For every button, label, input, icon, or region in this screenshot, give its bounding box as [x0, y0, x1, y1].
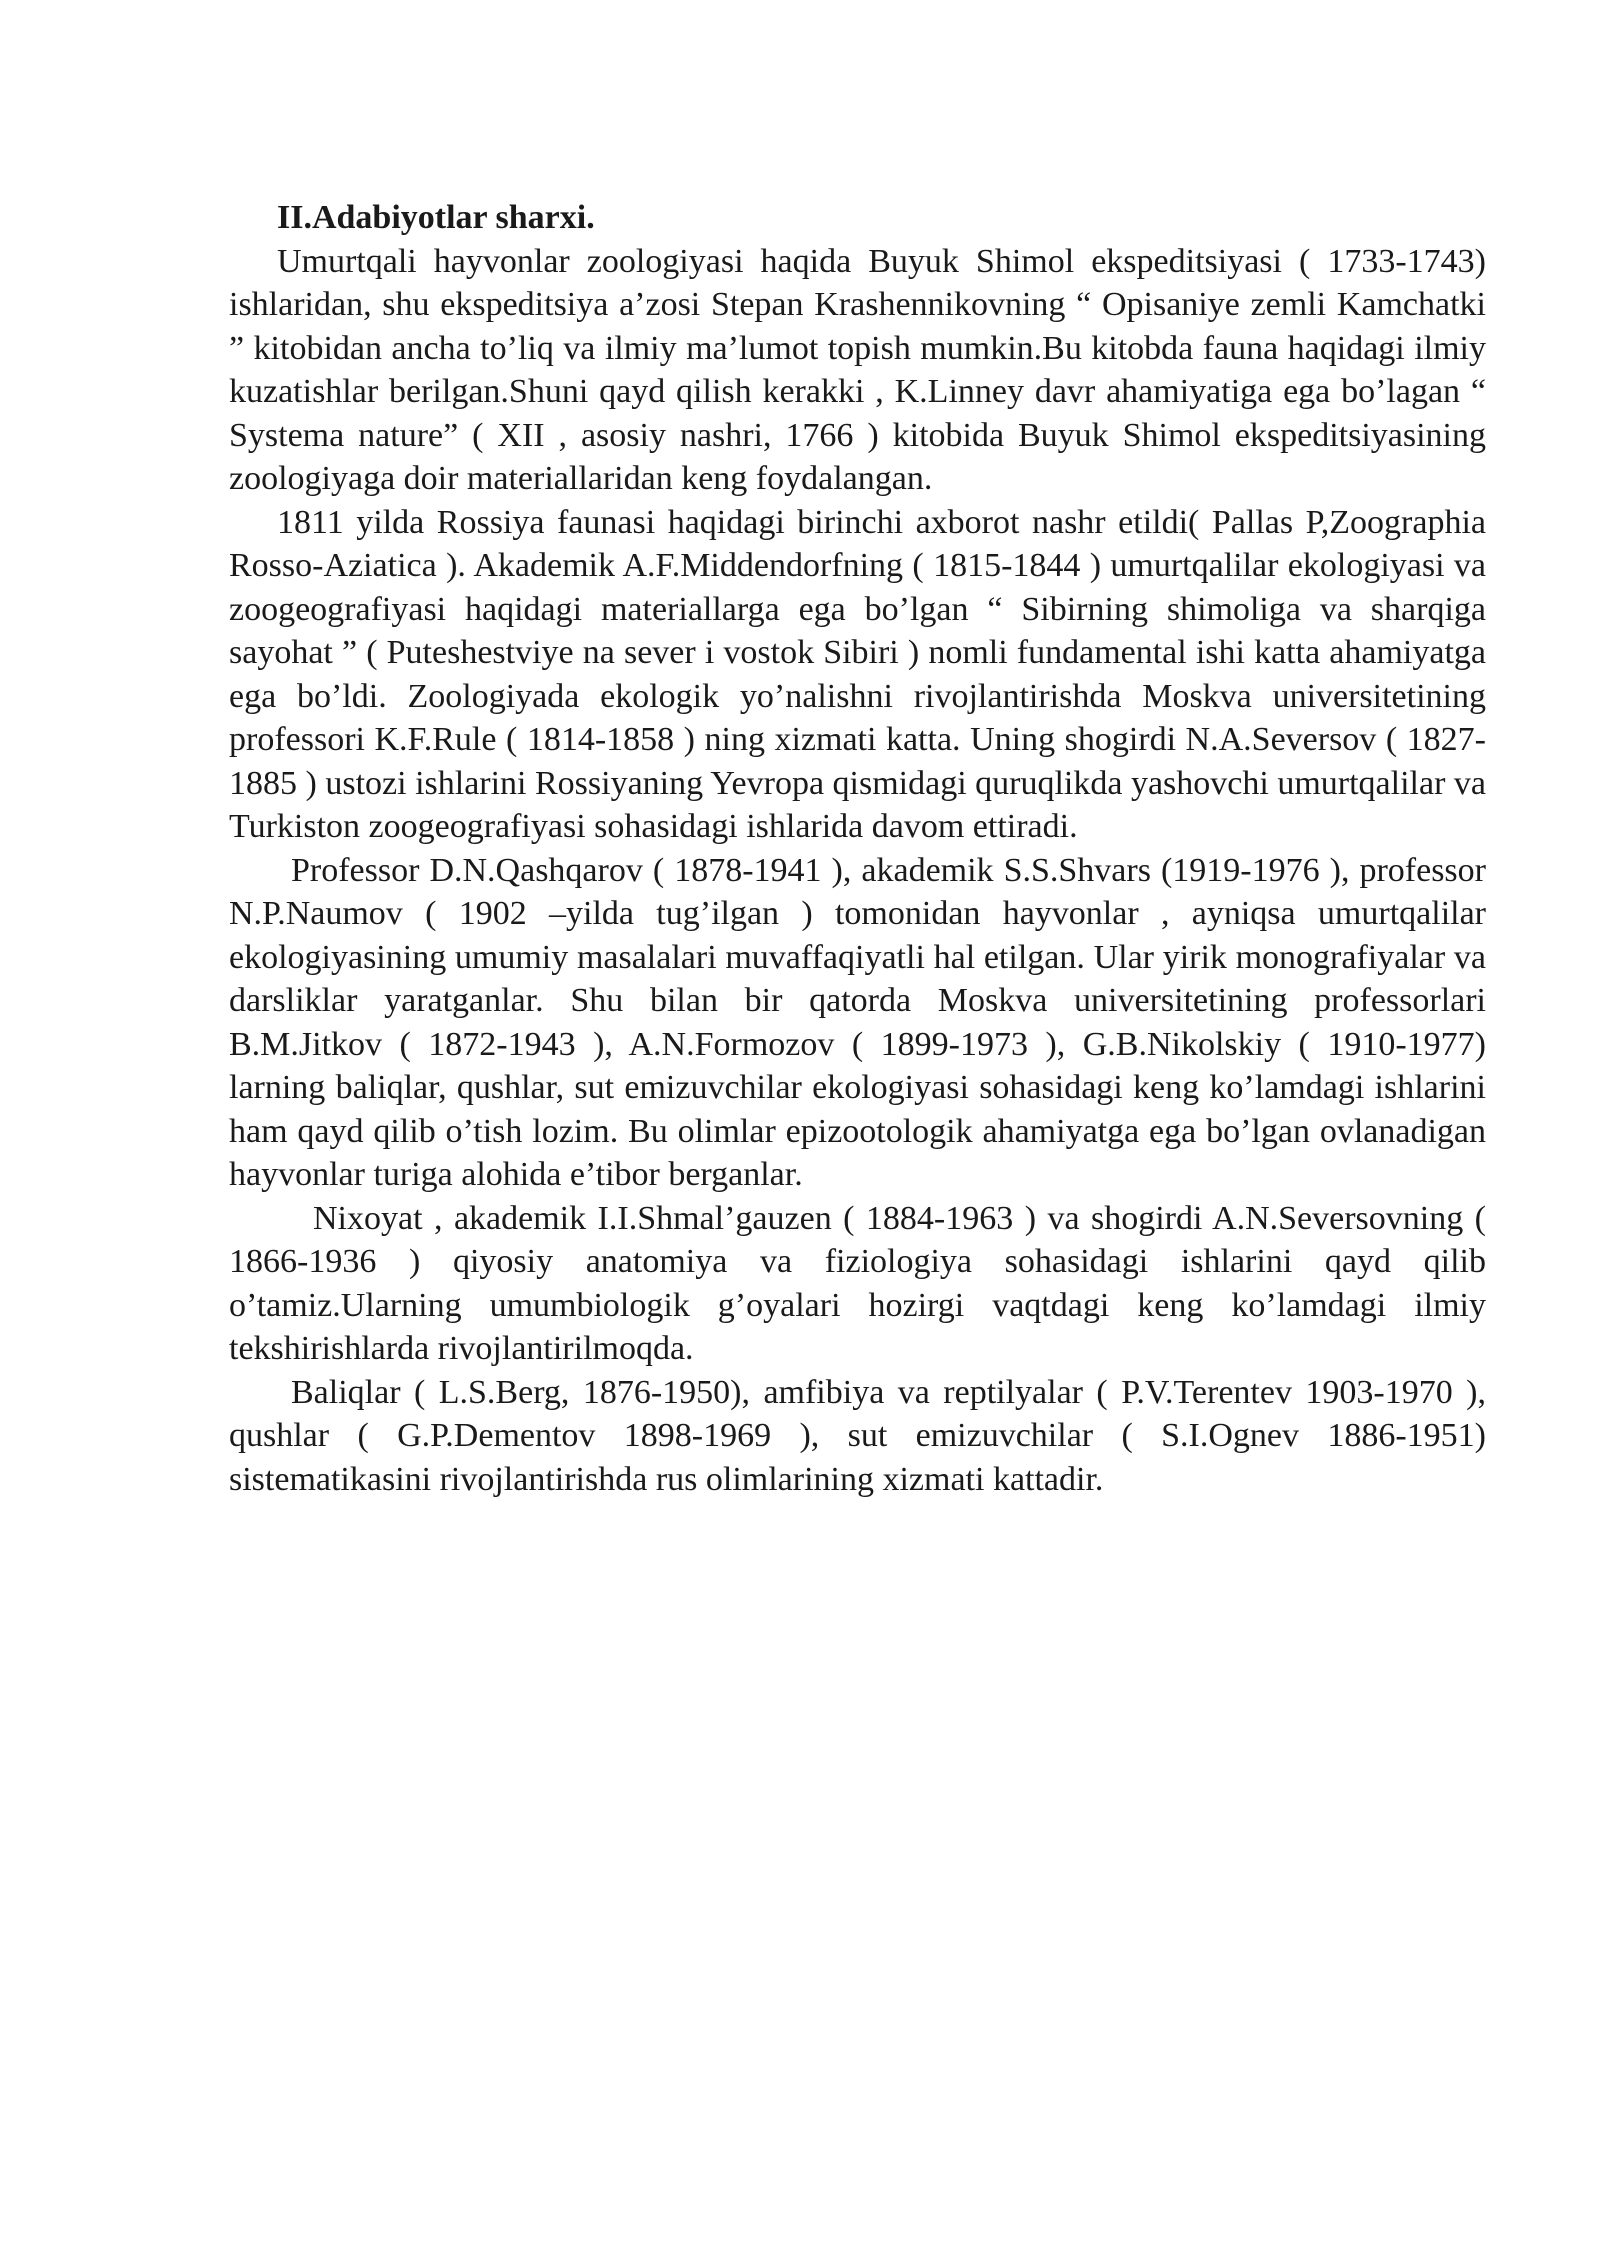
paragraph-2: 1811 yilda Rossiya faunasi haqidagi birinchi axborot nashr etildi( Pallas P,Zoographia Rosso-Aziatica ). Akademik A.F.Middendorfning ( 1815-1844 ) umurtqalilar ekologiyasi va zoogeografiyasi haqidagi materiallarga ega bo’lgan “ Sibirning shimoliga va sharqiga sayohat ” ( Puteshestviye na sever i vostok Sibiri ) nomli fundamental ishi katta ahamiyatga ega bo’ldi. Zoologiyada ekologik yo’nalishni rivojlantirishda Moskva universitetining professori K.F.Rule ( 1814-1858 ) ning xizmati katta. Uning shogirdi N.A.Seversov ( 1827-1885 ) ustozi ishlarini Rossiyaning Yevropa qismidagi quruqlikda yashovchi umurtqalilar va Turkiston zoogeografiyasi sohasidagi ishlarida davom ettiradi. — [229, 503, 1486, 845]
paragraph-1: Umurtqali hayvonlar zoologiyasi haqida Buyuk Shimol ekspeditsiyasi ( 1733-1743) ishlaridan, shu ekspeditsiya a’zosi Stepan Krashennikovning “ Opisaniye zemli Kamchatki ” kitobidan ancha to’liq va ilmiy ma’lumot topish mumkin.Bu kitobda fauna haqidagi ilmiy kuzatishlar berilgan.Shuni qayd qilish kerakki , K.Linney davr ahamiyatiga ega bo’lagan “ Systema nature” ( XII , asosiy nashri, 1766 ) kitobida Buyuk Shimol ekspeditsiyasining zoologiyaga doir materiallaridan keng foydalangan. — [229, 242, 1486, 497]
paragraph-4: Nixoyat , akademik I.I.Shmal’gauzen ( 1884-1963 ) va shogirdi A.N.Seversovning ( 1866-1936 ) qiyosiy anatomiya va fiziologiya sohasidagi ishlarini qayd qilib o’tamiz.Ularning umumbiologik g’oyalari hozirgi vaqtdagi keng ko’lamdagi ilmiy tekshirishlarda rivojlantirilmoqda. — [229, 1199, 1486, 1367]
paragraph-3: Professor D.N.Qashqarov ( 1878-1941 ), akademik S.S.Shvars (1919-1976 ), professor N.P.Naumov ( 1902 –yilda tug’ilgan ) tomonidan hayvonlar , ayniqsa umurtqalilar ekologiyasining umumiy masalalari muvaffaqiyatli hal etilgan. Ular yirik monografiyalar va darsliklar yaratganlar. Shu bilan bir qatorda Moskva universitetining professorlari B.M.Jitkov ( 1872-1943 ), A.N.Formozov ( 1899-1973 ), G.B.Nikolskiy ( 1910-1977) larning baliqlar, qushlar, sut emizuvchilar ekologiyasi sohasidagi keng ko’lamdagi ishlarini ham qayd qilib o’tish lozim. Bu olimlar epizootologik ahamiyatga ega bo’lgan ovlanadigan hayvonlar turiga alohida e’tibor berganlar. — [229, 851, 1486, 1193]
section-heading: II.Adabiyotlar sharxi. — [277, 199, 595, 236]
document-body — [229, 196, 1486, 1501]
paragraph-5: Baliqlar ( L.S.Berg, 1876-1950), amfibiya va reptilyalar ( P.V.Terentev 1903-1970 ), qushlar ( G.P.Dementov 1898-1969 ), sut emizuvchilar ( S.I.Ognev 1886-1951) sistematikasini rivojlantirishda rus olimlarining xizmati kattadir. — [229, 1373, 1486, 1498]
